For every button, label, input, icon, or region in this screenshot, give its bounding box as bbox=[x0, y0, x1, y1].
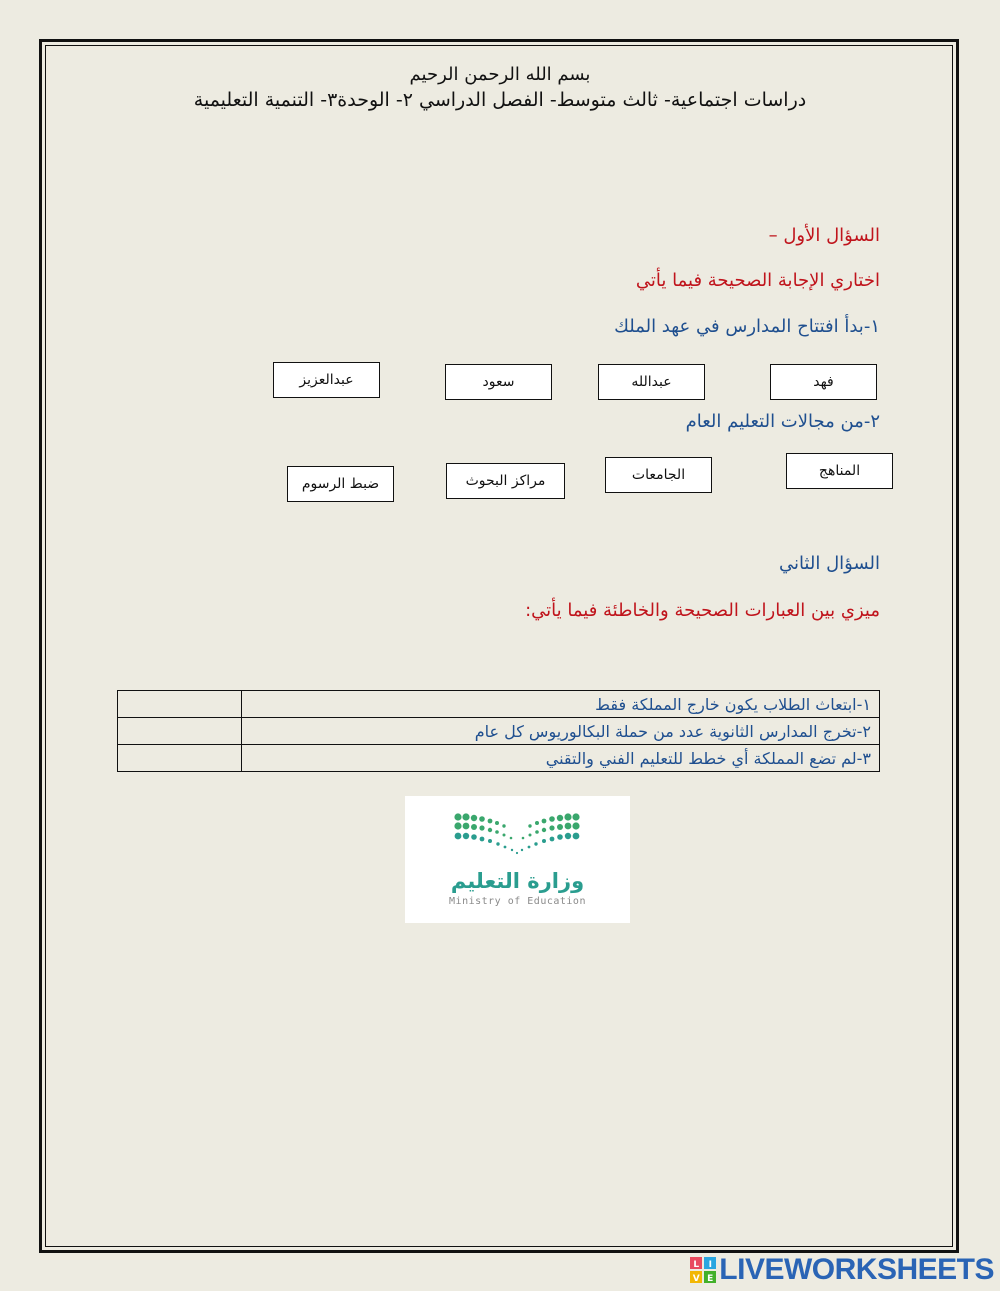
table-row bbox=[118, 718, 880, 745]
liveworksheets-brand[interactable] bbox=[690, 1252, 994, 1288]
logo-arabic-text: وزارة التعليم bbox=[450, 869, 585, 893]
true-false-table bbox=[117, 690, 880, 772]
table-row bbox=[118, 745, 880, 772]
lw-letter-i: I bbox=[708, 1260, 712, 1270]
q1-item1-prompt: ١-بدأ افتتاح المدارس في عهد الملك bbox=[614, 316, 880, 337]
q1-item2-option-research-centers[interactable]: مراكز البحوث bbox=[446, 463, 565, 499]
logo-english-text: Ministry of Education bbox=[449, 896, 586, 907]
lw-letter-v: V bbox=[693, 1274, 700, 1283]
answer-cell-2[interactable] bbox=[118, 718, 242, 745]
statement-1: ١-ابتعاث الطلاب يكون خارج المملكة فقط bbox=[242, 691, 880, 718]
lw-letter-l: L bbox=[693, 1260, 699, 1270]
q1-item1-option-abdullah[interactable]: عبدالله bbox=[598, 364, 705, 400]
course-title: دراسات اجتماعية- ثالث متوسط- الفصل الدراسي ٢- الوحدة٣- التنمية التعليمية bbox=[193, 89, 807, 111]
question2-instruction: ميزي بين العبارات الصحيحة والخاطئة فيما يأتي: bbox=[525, 600, 880, 621]
q1-item2-option-fee-control[interactable]: ضبط الرسوم bbox=[287, 466, 394, 502]
q1-item2-option-curricula[interactable]: المناهج bbox=[786, 453, 893, 489]
q1-item1-option-abdulaziz[interactable]: عبدالعزيز bbox=[273, 362, 380, 398]
question1-heading: السؤال الأول – bbox=[768, 225, 880, 246]
statement-2: ٢-تخرج المدارس الثانوية عدد من حملة البكالوريوس كل عام bbox=[242, 718, 880, 745]
answer-cell-3[interactable] bbox=[118, 745, 242, 772]
ministry-logo bbox=[405, 796, 630, 923]
answer-cell-1[interactable] bbox=[118, 691, 242, 718]
liveworksheets-text: LIVEWORKSHEETS bbox=[719, 1253, 994, 1286]
question2-heading: السؤال الثاني bbox=[778, 553, 880, 574]
q1-item1-option-fahd[interactable]: فهد bbox=[770, 364, 877, 400]
liveworksheets-logo-icon bbox=[690, 1257, 716, 1283]
statement-3: ٣-لم تضع المملكة أي خطط للتعليم الفني والتقني bbox=[242, 745, 880, 772]
q1-item2-prompt: ٢-من مجالات التعليم العام bbox=[685, 411, 880, 432]
q1-item2-option-universities[interactable]: الجامعات bbox=[605, 457, 712, 493]
table-row bbox=[118, 691, 880, 718]
question1-instruction: اختاري الإجابة الصحيحة فيما يأتي bbox=[635, 270, 880, 291]
basmala: بسم الله الرحمن الرحيم bbox=[409, 64, 591, 85]
q1-item1-option-saud[interactable]: سعود bbox=[445, 364, 552, 400]
lw-letter-e: E bbox=[707, 1274, 714, 1283]
